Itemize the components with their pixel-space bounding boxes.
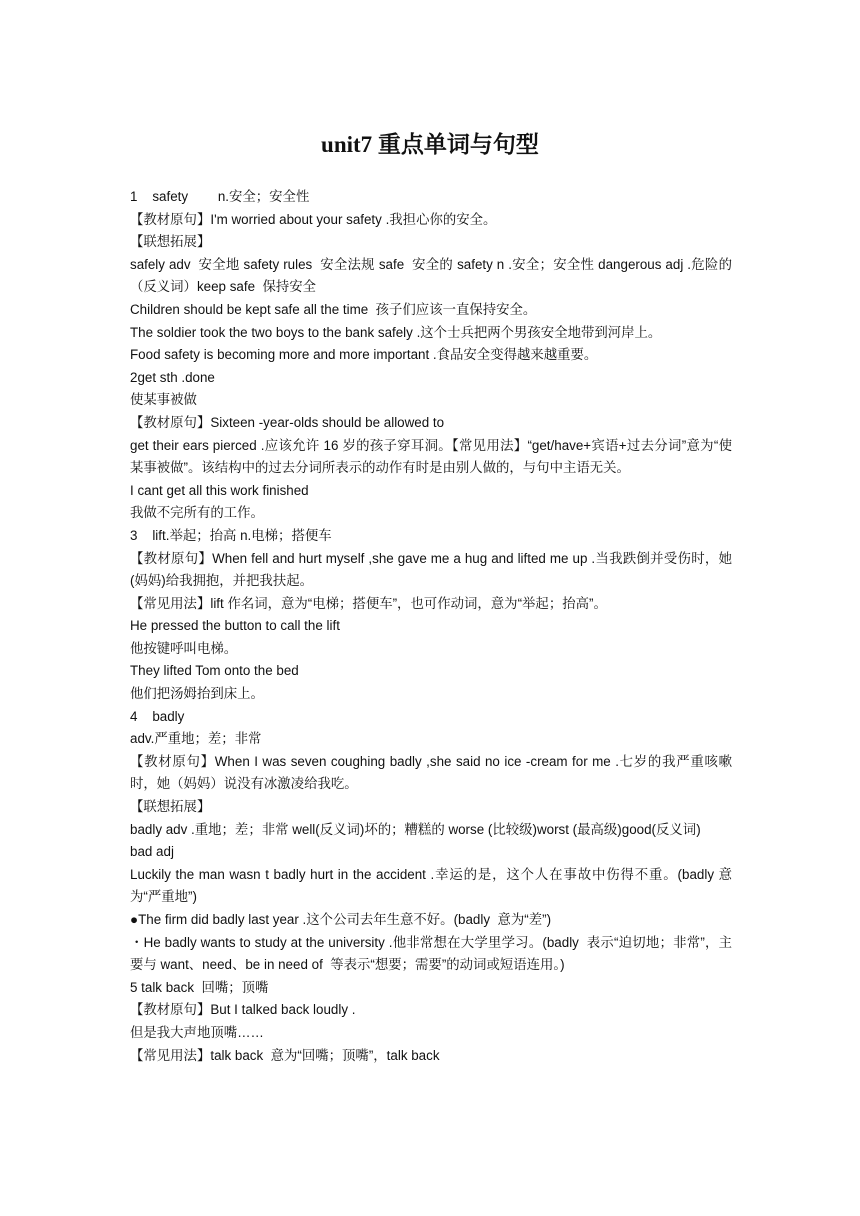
line-10: 【教材原句】Sixteen -year-olds should be allowed to: [130, 414, 445, 430]
line-2: 【教材原句】I'm worried about your safety .我担心你的安全。: [130, 211, 497, 227]
line-24: 【联想拓展】: [130, 799, 211, 815]
line-28: ●The firm did badly last year .这个公司去年生意不好。(badly 意为“差”): [130, 912, 552, 927]
line-11: get their ears pierced .应该允许 16 岁的孩子穿耳洞。【常见用法】“get/have+宾语+过去分词”意为“使某事被做”。该结构中的过去分词所表示的动作有时是由别人做的，与句中主语无关。: [130, 437, 732, 476]
line-13: 我做不完所有的工作。: [130, 505, 264, 521]
line-26: bad adj: [130, 844, 174, 860]
line-31: 【教材原句】But I talked back loudly .: [130, 1002, 356, 1018]
line-18: 他按键呼叫电梯。: [130, 640, 238, 656]
line-9: 使某事被做: [130, 392, 197, 408]
line-22: adv.严重地；差；非常: [130, 731, 262, 747]
line-30: 5 talk back 回嘴；顶嘴: [130, 979, 269, 995]
line-20: 他们把汤姆抬到床上。: [130, 686, 264, 702]
line-27: Luckily the man wasn t badly hurt in the accident .幸运的是，这个人在事故中伤得不重。(badly 意为“严重地”): [130, 866, 732, 905]
line-16: 【常见用法】lift 作名词，意为“电梯；搭便车”，也可作动词，意为“举起；抬高”。: [130, 595, 607, 611]
line-1: 1 safety n.安全；安全性: [130, 189, 310, 204]
line-23: 【教材原句】When I was seven coughing badly ,she said no ice -cream for me .七岁的我严重咳嗽时，她（妈妈）说没有冰激凌给我吃。: [130, 753, 732, 792]
line-21: 4 badly: [130, 708, 185, 724]
line-32: 但是我大声地顶嘴……: [130, 1024, 264, 1040]
line-4: safely adv 安全地 safety rules 安全法规 safe 安全的 safety n .安全；安全性 dangerous adj .危险的（反义词）keep safe 保持安全: [130, 256, 732, 295]
line-33: 【常见用法】talk back 意为“回嘴；顶嘴”，talk back: [130, 1047, 440, 1063]
line-3: 【联想拓展】: [130, 234, 211, 250]
line-7: Food safety is becoming more and more important .食品安全变得越来越重要。: [130, 347, 598, 363]
line-12: I cant get all this work finished: [130, 482, 309, 498]
document-title: unit7 重点单词与句型: [321, 132, 539, 157]
line-17: He pressed the button to call the lift: [130, 618, 340, 634]
line-8: 2get sth .done: [130, 369, 215, 385]
line-14: 3 lift.举起；抬高 n.电梯；搭便车: [130, 527, 332, 543]
line-15: 【教材原句】When fell and hurt myself ,she gave me a hug and lifted me up .当我跌倒并受伤时，她(妈妈)给我拥抱，并把我扶起。: [130, 550, 732, 589]
line-29: ・He badly wants to study at the university .他非常想在大学里学习。(badly 表示“迫切地；非常”，主要与 want、need、be in need of 等表示“想要；需要”的动词或短语连用。): [130, 934, 732, 973]
line-19: They lifted Tom onto the bed: [130, 663, 299, 679]
line-6: The soldier took the two boys to the bank safely .这个士兵把两个男孩安全地带到河岸上。: [130, 324, 662, 340]
line-25: badly adv .重地；差；非常 well(反义词)坏的；糟糕的 worse (比较级)worst (最高级)good(反义词): [130, 821, 701, 837]
document-body: [130, 186, 732, 1067]
line-5: Children should be kept safe all the time 孩子们应该一直保持安全。: [130, 301, 537, 317]
